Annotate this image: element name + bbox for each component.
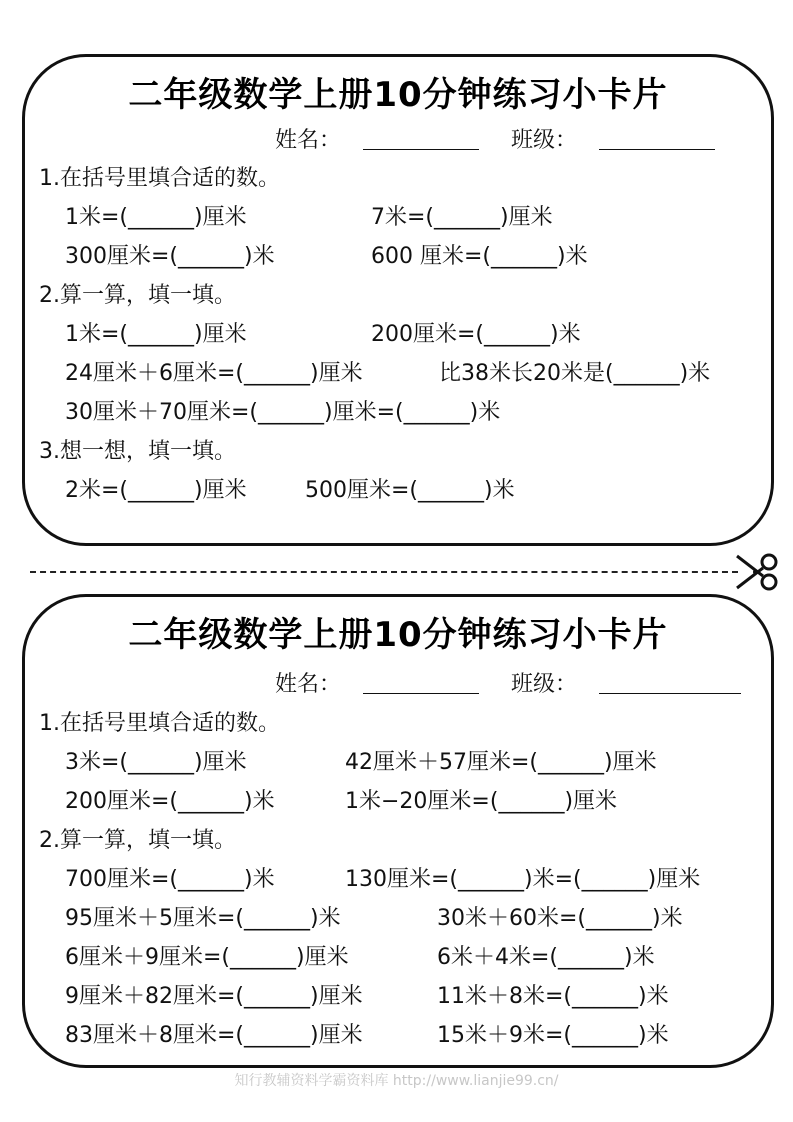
exercise-item: 6厘米＋9厘米=(______)厘米 xyxy=(65,945,349,970)
class-input-line[interactable] xyxy=(599,673,741,694)
exercise-item: 42厘米＋57厘米=(______)厘米 xyxy=(345,750,657,775)
card-title: 二年级数学上册10分钟练习小卡片 xyxy=(128,615,668,655)
practice-card-1 xyxy=(22,54,774,546)
exercise-item: 600 厘米=(______)米 xyxy=(371,244,588,269)
exercise-item: 1米−20厘米=(______)厘米 xyxy=(345,789,618,814)
exercise-item: 9厘米＋82厘米=(______)厘米 xyxy=(65,984,363,1009)
exercise-item: 300厘米=(______)米 xyxy=(65,244,275,269)
exercise-item: 24厘米＋6厘米=(______)厘米 xyxy=(65,361,363,386)
section-heading: 1.在括号里填合适的数。 xyxy=(39,711,280,736)
scissors-icon xyxy=(733,550,781,594)
exercise-item: 200厘米=(______)米 xyxy=(65,789,275,814)
exercise-item: 11米＋8米=(______)米 xyxy=(437,984,669,1009)
exercise-item: 1米=(______)厘米 xyxy=(65,205,247,230)
exercise-item: 500厘米=(______)米 xyxy=(305,478,515,503)
exercise-item: 130厘米=(______)米=(______)厘米 xyxy=(345,867,701,892)
exercise-item: 比38米长20米是(______)米 xyxy=(439,361,711,386)
name-input-line[interactable] xyxy=(363,129,479,150)
footer-watermark: 知行教辅资料学霸资料库 http://www.lianjie99.cn/ xyxy=(234,1073,559,1089)
class-label: 班级： xyxy=(511,672,578,697)
name-label: 姓名： xyxy=(275,128,342,153)
card-title: 二年级数学上册10分钟练习小卡片 xyxy=(128,75,668,115)
name-label: 姓名： xyxy=(275,672,342,697)
exercise-item: 3米=(______)厘米 xyxy=(65,750,247,775)
cut-line xyxy=(30,571,738,573)
exercise-item: 200厘米=(______)米 xyxy=(371,322,581,347)
exercise-item: 2米=(______)厘米 xyxy=(65,478,247,503)
section-heading: 3.想一想，填一填。 xyxy=(39,439,236,464)
exercise-item: 6米＋4米=(______)米 xyxy=(437,945,655,970)
section-heading: 2.算一算，填一填。 xyxy=(39,283,236,308)
exercise-item: 95厘米＋5厘米=(______)米 xyxy=(65,906,341,931)
class-label: 班级： xyxy=(511,128,578,153)
exercise-item: 700厘米=(______)米 xyxy=(65,867,275,892)
exercise-item: 83厘米＋8厘米=(______)厘米 xyxy=(65,1023,363,1048)
section-heading: 2.算一算，填一填。 xyxy=(39,828,236,853)
exercise-item: 15米＋9米=(______)米 xyxy=(437,1023,669,1048)
name-input-line[interactable] xyxy=(363,673,479,694)
exercise-item: 30米＋60米=(______)米 xyxy=(437,906,683,931)
section-heading: 1.在括号里填合适的数。 xyxy=(39,166,280,191)
exercise-item: 1米=(______)厘米 xyxy=(65,322,247,347)
exercise-item: 7米=(______)厘米 xyxy=(371,205,553,230)
exercise-item: 30厘米＋70厘米=(______)厘米=(______)米 xyxy=(65,400,501,425)
class-input-line[interactable] xyxy=(599,129,715,150)
practice-card-2 xyxy=(22,594,774,1068)
